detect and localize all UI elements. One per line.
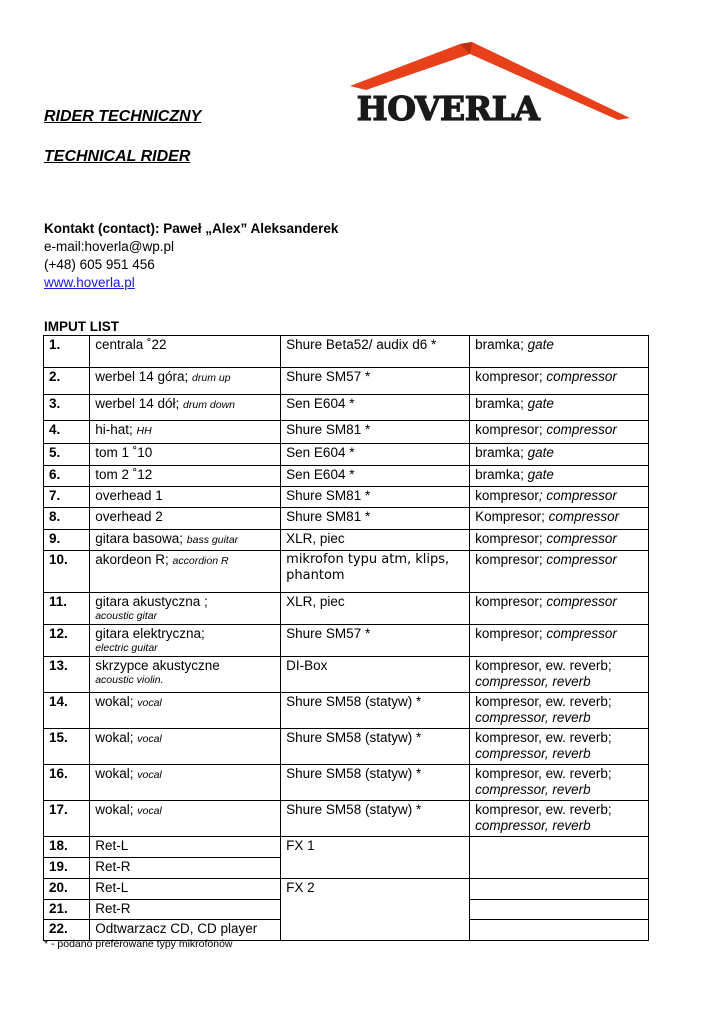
table-row	[44, 421, 649, 444]
instrument-cell: Ret-R	[90, 900, 281, 920]
microphone-cell: Shure SM57 *	[281, 368, 470, 395]
row-number: 12.	[44, 625, 90, 657]
microphone-cell: DI-Box	[281, 657, 470, 693]
instrument-cell: tom 2 ˚12	[90, 466, 281, 487]
table-row	[44, 466, 649, 487]
processing-cell: kompresor, ew. reverb; compressor, reverb	[470, 765, 649, 801]
contact-email: e-mail:hoverla@wp.pl	[44, 239, 175, 254]
processing-cell: kompresor; compressor	[470, 421, 649, 444]
processing-cell: kompresor; compressor	[470, 368, 649, 395]
processing-cell: Kompresor; compressor	[470, 508, 649, 530]
row-number: 14.	[44, 693, 90, 729]
microphone-cell: Shure SM81 *	[281, 487, 470, 508]
instrument-cell: hi-hat; HH	[90, 421, 281, 444]
processing-cell: bramka; gate	[470, 395, 649, 421]
instrument-cell: akordeon R; accordion R	[90, 551, 281, 593]
table-row	[44, 395, 649, 421]
row-number: 21.	[44, 900, 90, 920]
table-row	[44, 444, 649, 466]
table-row	[44, 693, 649, 729]
microphone-cell: Shure SM81 *	[281, 508, 470, 530]
row-number: 6.	[44, 466, 90, 487]
table-row	[44, 625, 649, 657]
microphone-cell: FX 2	[281, 879, 470, 941]
microphone-cell: XLR, piec	[281, 593, 470, 625]
row-number: 11.	[44, 593, 90, 625]
row-number: 7.	[44, 487, 90, 508]
processing-cell: kompresor, ew. reverb; compressor, reverb	[470, 657, 649, 693]
microphone-cell: Shure SM58 (statyw) *	[281, 801, 470, 837]
row-number: 8.	[44, 508, 90, 530]
instrument-cell: Ret-L	[90, 837, 281, 858]
microphone-cell: Shure SM81 *	[281, 421, 470, 444]
microphone-cell: mikrofon typu atm, klips, phantom	[281, 551, 470, 593]
microphone-cell: FX 1	[281, 837, 470, 879]
input-list-title: IMPUT LIST	[44, 319, 119, 334]
table-row	[44, 879, 649, 900]
logo-text: HOVERLA	[356, 89, 540, 126]
row-number: 20.	[44, 879, 90, 900]
microphone-cell: Sen E604 *	[281, 466, 470, 487]
row-number: 22.	[44, 920, 90, 941]
table-row	[44, 801, 649, 837]
title-polish: RIDER TECHNICZNY	[44, 108, 202, 125]
contact-phone: (+48) 605 951 456	[44, 257, 155, 272]
instrument-cell: wokal; vocal	[90, 729, 281, 765]
instrument-cell: wokal; vocal	[90, 693, 281, 729]
instrument-cell: gitara basowa; bass guitar	[90, 530, 281, 551]
instrument-cell: wokal; vocal	[90, 801, 281, 837]
row-number: 1.	[44, 336, 90, 368]
table-row	[44, 336, 649, 368]
instrument-cell: Ret-L	[90, 879, 281, 900]
row-number: 10.	[44, 551, 90, 593]
processing-cell: bramka; gate	[470, 336, 649, 368]
table-row	[44, 765, 649, 801]
row-number: 3.	[44, 395, 90, 421]
table-row	[44, 487, 649, 508]
microphone-cell: Sen E604 *	[281, 444, 470, 466]
processing-cell	[470, 879, 649, 900]
processing-cell: bramka; gate	[470, 466, 649, 487]
row-number: 19.	[44, 858, 90, 879]
microphone-cell: Shure SM57 *	[281, 625, 470, 657]
instrument-cell: tom 1 ˚10	[90, 444, 281, 466]
contact-block	[44, 220, 338, 292]
processing-cell	[470, 900, 649, 920]
processing-cell	[470, 920, 649, 941]
row-number: 13.	[44, 657, 90, 693]
processing-cell: kompresor, ew. reverb; compressor, reverb	[470, 729, 649, 765]
processing-cell: kompresor, ew. reverb; compressor, reverb	[470, 693, 649, 729]
row-number: 9.	[44, 530, 90, 551]
table-row	[44, 837, 649, 858]
row-number: 5.	[44, 444, 90, 466]
row-number: 17.	[44, 801, 90, 837]
processing-cell	[470, 837, 649, 879]
table-row	[44, 593, 649, 625]
processing-cell: bramka; gate	[470, 444, 649, 466]
instrument-cell: overhead 2	[90, 508, 281, 530]
row-number: 15.	[44, 729, 90, 765]
microphone-cell: XLR, piec	[281, 530, 470, 551]
footnote: * - podano preferowane typy mikrofonów	[44, 938, 233, 950]
instrument-cell: overhead 1	[90, 487, 281, 508]
table-row	[44, 657, 649, 693]
table-row	[44, 530, 649, 551]
hoverla-logo	[348, 40, 630, 126]
website-link[interactable]: www.hoverla.pl	[44, 275, 135, 290]
row-number: 2.	[44, 368, 90, 395]
processing-cell: kompresor; compressor	[470, 530, 649, 551]
contact-name: Kontakt (contact): Paweł „Alex” Aleksanderek	[44, 221, 339, 236]
row-number: 16.	[44, 765, 90, 801]
instrument-cell: gitara elektryczna; electric guitar	[90, 625, 281, 657]
instrument-cell: centrala ˚22	[90, 336, 281, 368]
instrument-cell: werbel 14 góra; drum up	[90, 368, 281, 395]
row-number: 4.	[44, 421, 90, 444]
instrument-cell: skrzypce akustyczne acoustic violin.	[90, 657, 281, 693]
microphone-cell: Shure SM58 (statyw) *	[281, 765, 470, 801]
processing-cell: kompresor; compressor	[470, 551, 649, 593]
table-row	[44, 551, 649, 593]
instrument-cell: werbel 14 dół; drum down	[90, 395, 281, 421]
input-list-table	[43, 335, 649, 941]
table-row	[44, 508, 649, 530]
instrument-cell: Odtwarzacz CD, CD player	[90, 920, 281, 941]
processing-cell: kompresor; compressor	[470, 487, 649, 508]
table-row	[44, 729, 649, 765]
microphone-cell: Shure Beta52/ audix d6 *	[281, 336, 470, 368]
row-number: 18.	[44, 837, 90, 858]
instrument-cell: Ret-R	[90, 858, 281, 879]
processing-cell: kompresor; compressor	[470, 593, 649, 625]
title-english: TECHNICAL RIDER	[44, 148, 191, 165]
microphone-cell: Shure SM58 (statyw) *	[281, 729, 470, 765]
processing-cell: kompresor; compressor	[470, 625, 649, 657]
table-row	[44, 368, 649, 395]
instrument-cell: gitara akustyczna ; acoustic gitar	[90, 593, 281, 625]
instrument-cell: wokal; vocal	[90, 765, 281, 801]
processing-cell: kompresor, ew. reverb; compressor, reverb	[470, 801, 649, 837]
microphone-cell: Shure SM58 (statyw) *	[281, 693, 470, 729]
microphone-cell: Sen E604 *	[281, 395, 470, 421]
